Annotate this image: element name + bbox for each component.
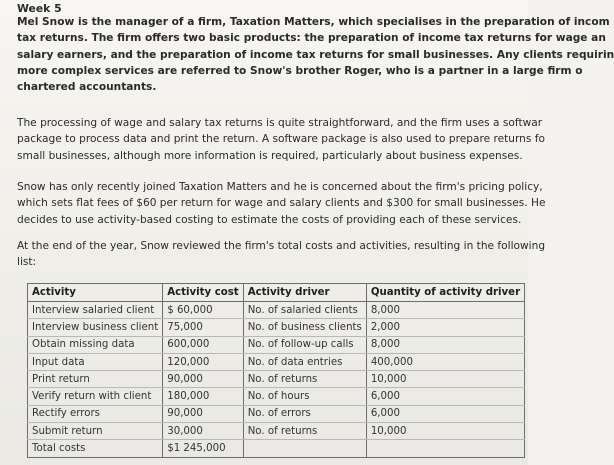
header-activity-driver: Activity driver [243, 284, 366, 302]
paragraph-line: tax returns. The firm offers two basic products: the preparation of income tax returns for wage an [17, 32, 606, 45]
cell-cost: $ 60,000 [163, 302, 243, 319]
paragraph-firm-intro [17, 14, 614, 95]
table-row [28, 405, 525, 422]
header-quantity: Quantity of activity driver [366, 284, 524, 302]
cell-quantity [366, 440, 524, 457]
paragraph-line: which sets flat fees of $60 per return for wage and salary clients and $300 for small businesses. He [17, 197, 546, 210]
cell-driver: No. of returns [243, 371, 366, 388]
cell-activity: Verify return with client [28, 388, 163, 405]
cell-quantity: 6,000 [366, 405, 524, 422]
cell-activity: Obtain missing data [28, 336, 163, 353]
cell-activity: Input data [28, 353, 163, 370]
cell-quantity: 8,000 [366, 302, 524, 319]
table-row [28, 353, 525, 370]
cell-driver: No. of errors [243, 405, 366, 422]
table-header-row [28, 284, 525, 302]
paragraph-pricing-policy [17, 179, 557, 228]
table-row [28, 336, 525, 353]
cell-driver: No. of salaried clients [243, 302, 366, 319]
paragraph-line: Snow has only recently joined Taxation Matters and he is concerned about the firm's pricing policy, [17, 181, 543, 193]
paragraph-line: At the end of the year, Snow reviewed the firm's total costs and activities, resulting in the following [17, 240, 546, 252]
paragraph-line: Mel Snow is the manager of a firm, Taxation Matters, which specialises in the preparation of incom [17, 16, 610, 28]
paragraph-line: more complex services are referred to Snow's brother Roger, who is a partner in a large firm o [17, 64, 583, 77]
cell-cost: 75,000 [163, 319, 243, 336]
cell-driver: No. of hours [243, 388, 366, 405]
activity-cost-table [27, 283, 525, 458]
cell-activity: Rectify errors [28, 405, 163, 422]
cell-quantity: 400,000 [366, 353, 524, 370]
cell-activity: Submit return [28, 423, 163, 440]
cell-quantity: 10,000 [366, 423, 524, 440]
cell-cost: $1 245,000 [163, 440, 243, 457]
cell-quantity: 2,000 [366, 319, 524, 336]
paragraph-line: salary earners, and the preparation of income tax returns for small businesses. Any clients requirin [17, 48, 614, 61]
table-row [28, 302, 525, 319]
cell-activity: Print return [28, 371, 163, 388]
paragraph-line: chartered accountants. [17, 81, 157, 94]
cell-quantity: 8,000 [366, 336, 524, 353]
paragraph-year-end-review [17, 238, 557, 271]
paragraph-line: The processing of wage and salary tax returns is quite straightforward, and the firm uses a softwar [17, 117, 543, 129]
paragraph-processing [17, 115, 557, 164]
week-heading: Week 5 [17, 2, 62, 15]
paragraph-line: small businesses, although more information is required, particularly about business expenses. [17, 149, 523, 162]
cell-activity: Total costs [28, 440, 163, 457]
paragraph-line: decides to use activity-based costing to estimate the costs of providing each of these services. [17, 213, 522, 226]
cell-driver: No. of business clients [243, 319, 366, 336]
header-activity: Activity [28, 284, 163, 302]
cell-cost: 600,000 [163, 336, 243, 353]
cell-cost: 90,000 [163, 405, 243, 422]
cell-cost: 90,000 [163, 371, 243, 388]
table-row [28, 371, 525, 388]
cell-activity: Interview business client [28, 319, 163, 336]
table-row [28, 388, 525, 405]
cell-driver: No. of data entries [243, 353, 366, 370]
cell-driver [243, 440, 366, 457]
paragraph-line: list: [17, 256, 37, 269]
table-row [28, 423, 525, 440]
table-total-row [28, 440, 525, 457]
table-row [28, 319, 525, 336]
cell-quantity: 6,000 [366, 388, 524, 405]
cell-quantity: 10,000 [366, 371, 524, 388]
cell-driver: No. of follow-up calls [243, 336, 366, 353]
cell-driver: No. of returns [243, 423, 366, 440]
cell-cost: 120,000 [163, 353, 243, 370]
cell-activity: Interview salaried client [28, 302, 163, 319]
header-activity-cost: Activity cost [163, 284, 243, 302]
cell-cost: 30,000 [163, 423, 243, 440]
paragraph-line: package to process data and print the return. A software package is also used to prepare returns fo [17, 133, 545, 146]
cell-cost: 180,000 [163, 388, 243, 405]
